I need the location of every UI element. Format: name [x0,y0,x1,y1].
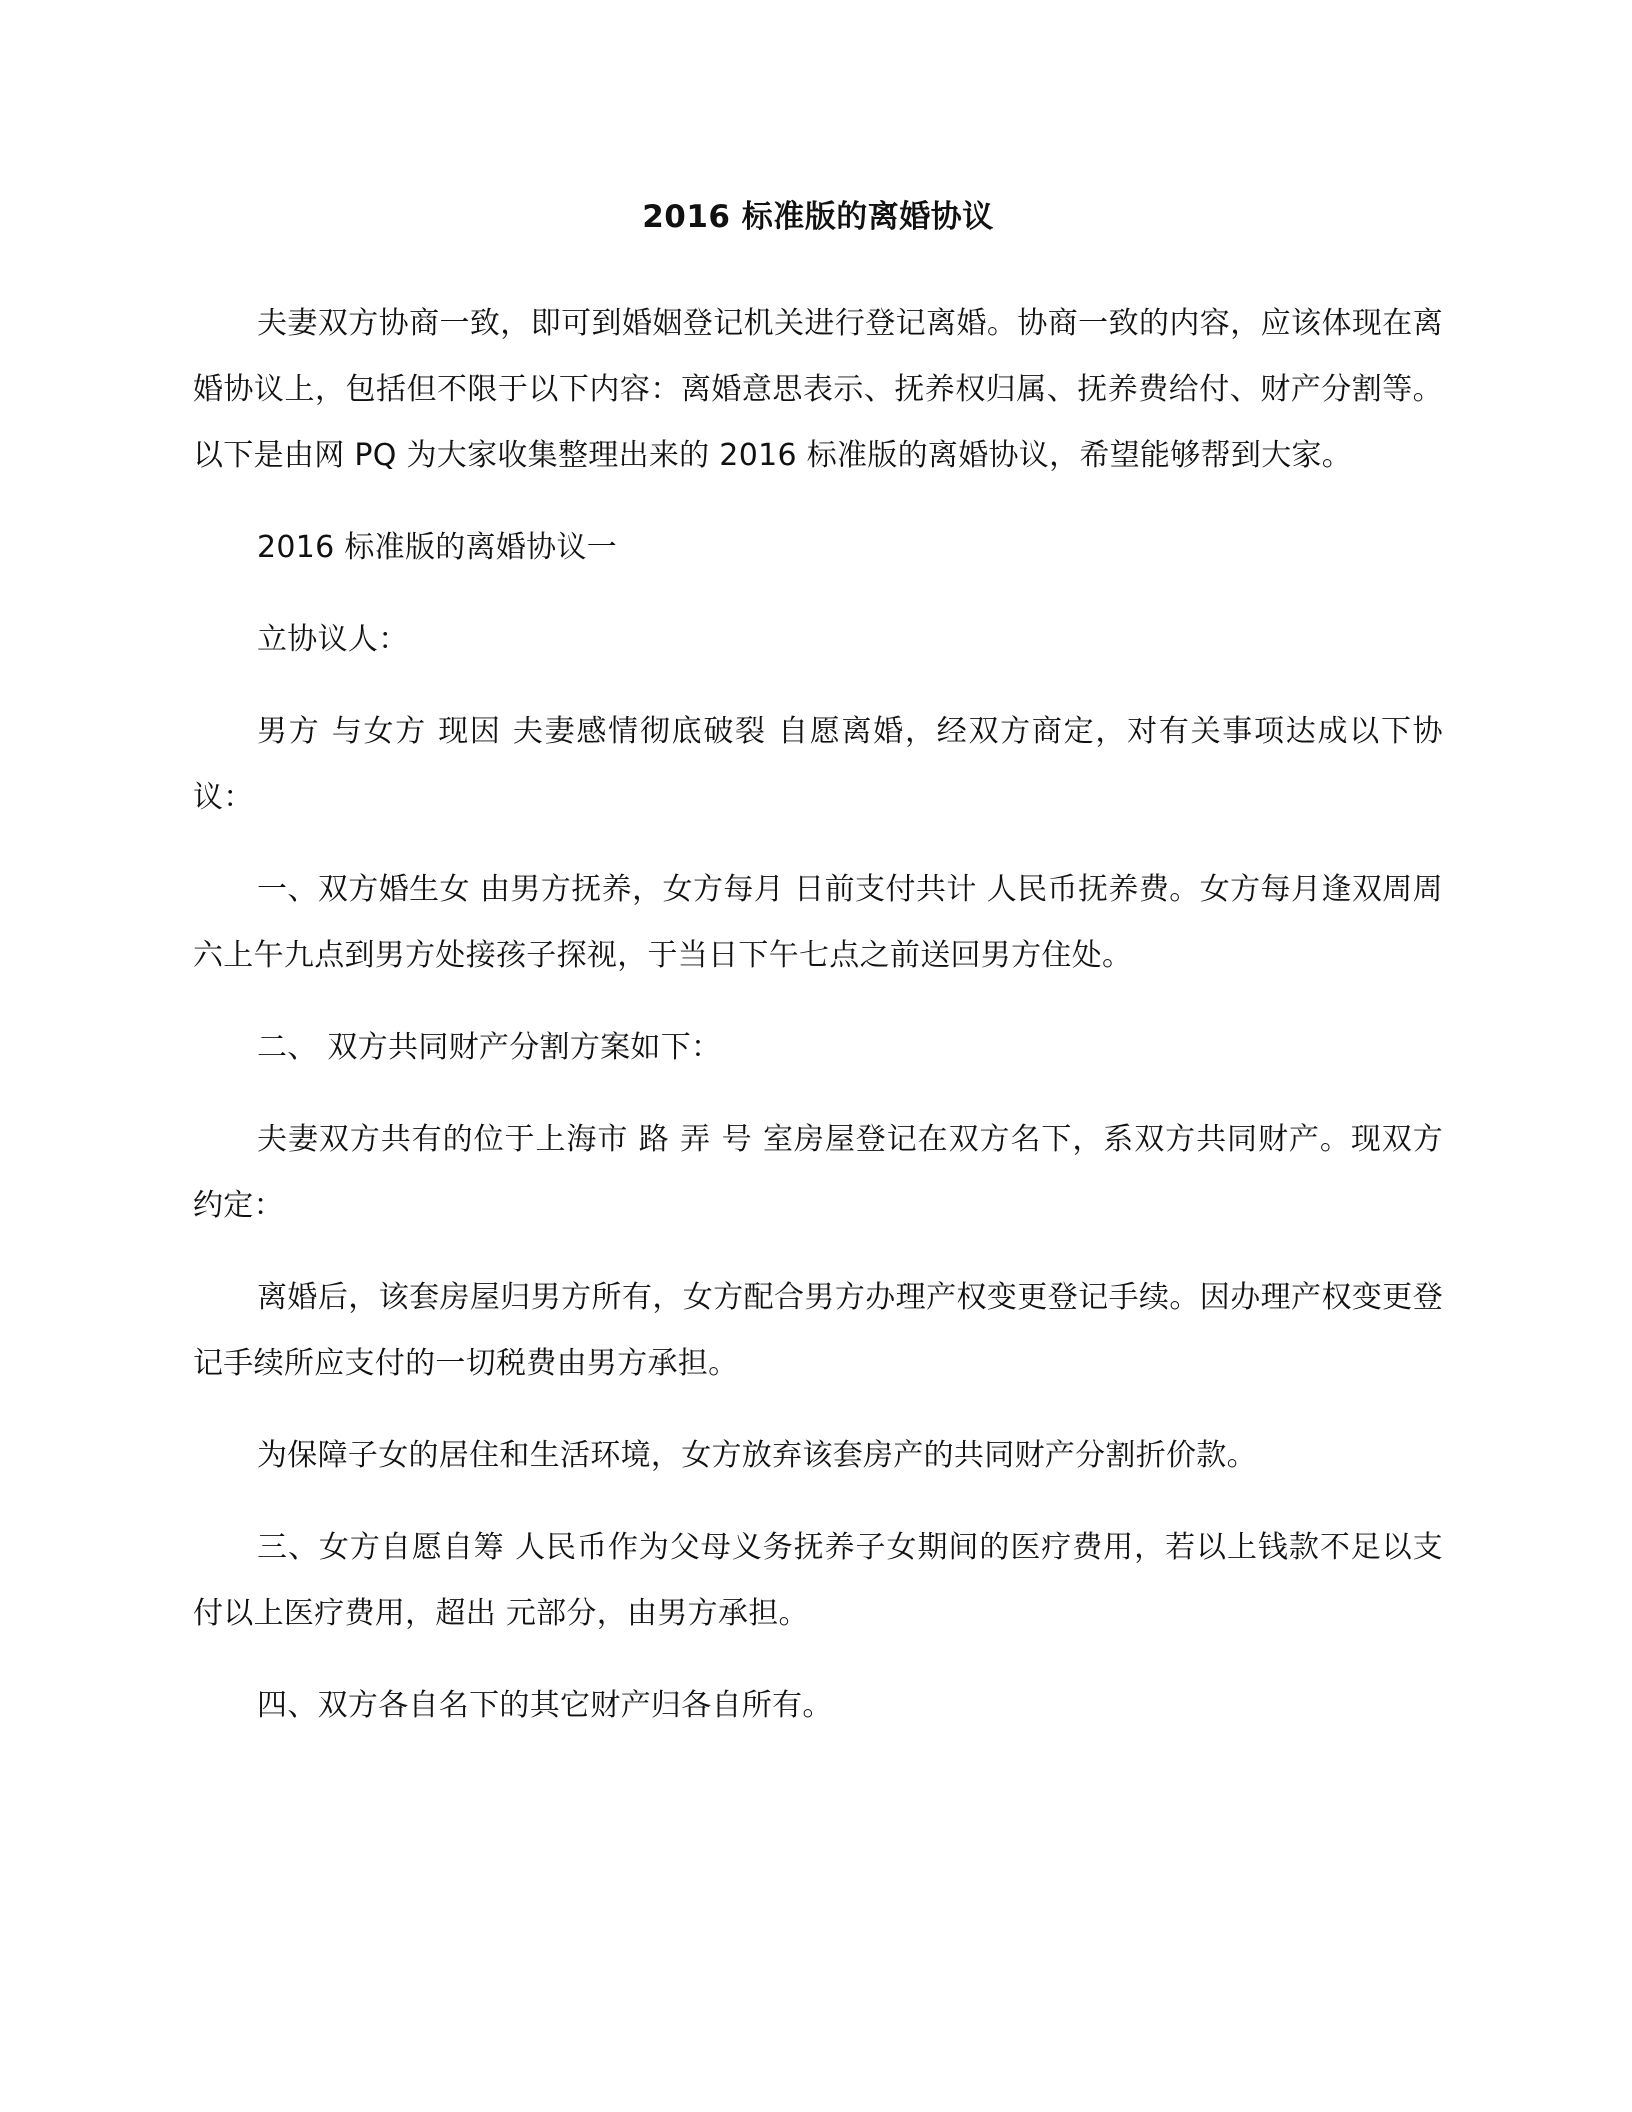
clause-other-property: 四、双方各自名下的其它财产归各自所有。 [257,1688,833,1723]
parties-label: 立协议人： [257,622,409,657]
clause-property-ownership: 离婚后，该套房屋归男方所有，女方配合男方办理产权变更登记手续。因办理产权变更登记手续所应支付的一切税费由男方承担。 [193,1280,1443,1381]
clause-medical: 三、女方自愿自筹 人民币作为父母义务抚养子女期间的医疗费用，若以上钱款不足以支付以上医疗费用，超出 元部分，由男方承担。 [193,1530,1443,1631]
clause-property-detail: 夫妻双方共有的位于上海市 路 弄 号 室房屋登记在双方名下，系双方共同财产。现双方约定： [193,1122,1443,1223]
section-heading: 2016 标准版的离婚协议一 [257,530,618,565]
clause-property-heading: 二、 双方共同财产分割方案如下： [257,1030,722,1065]
intro-paragraph: 夫妻双方协商一致，即可到婚姻登记机关进行登记离婚。协商一致的内容，应该体现在离婚协议上，包括但不限于以下内容：离婚意思表示、抚养权归属、抚养费给付、财产分割等。以下是由网 PQ 为大家收集整理出来的 2016 标准版的离婚协议，希望能够帮到大家。 [193,306,1443,473]
agreement-preamble: 男方 与女方 现因 夫妻感情彻底破裂 自愿离婚，经双方商定，对有关事项达成以下协议： [193,714,1443,815]
document-title: 2016 标准版的离婚协议 [642,199,994,235]
document-body [193,193,1443,1765]
clause-custody: 一、双方婚生女 由男方抚养，女方每月 日前支付共计 人民币抚养费。女方每月逢双周周六上午九点到男方处接孩子探视，于当日下午七点之前送回男方住处。 [193,872,1443,973]
clause-property-waiver: 为保障子女的居住和生活环境，女方放弃该套房产的共同财产分割折价款。 [257,1438,1257,1473]
